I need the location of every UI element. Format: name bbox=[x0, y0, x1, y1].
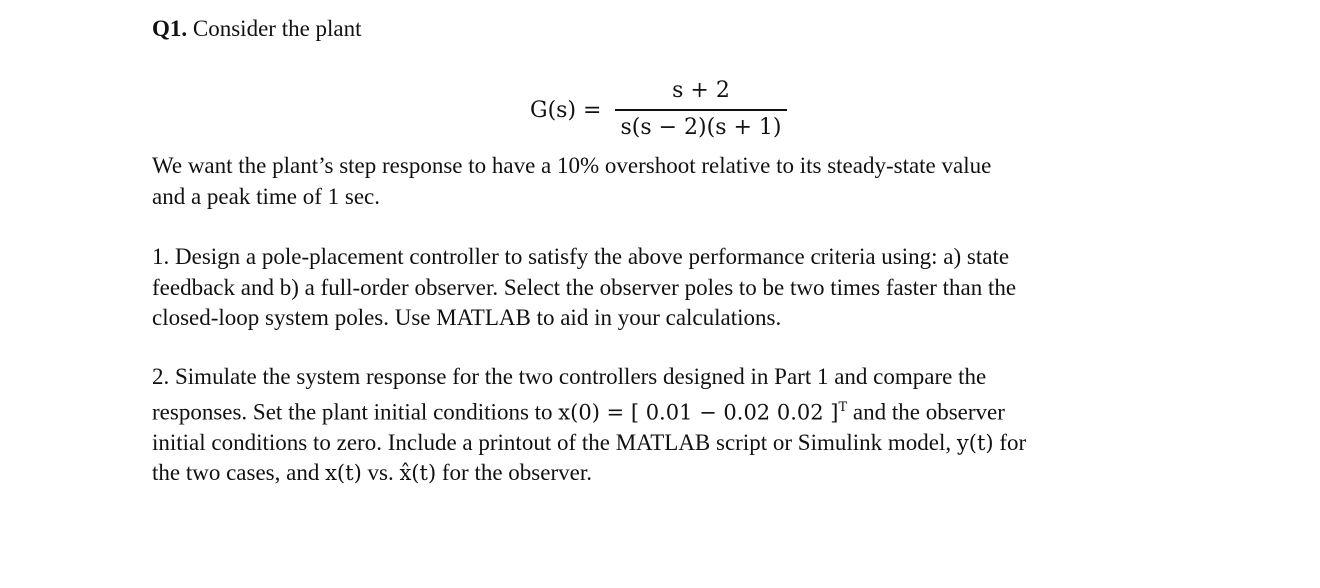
part-1-line-3: closed-loop system poles. Use MATLAB to aid in your calculations. bbox=[152, 305, 782, 330]
transpose-superscript: T bbox=[838, 399, 848, 415]
question-label: Q1. bbox=[152, 16, 188, 41]
part-1-line-2: feedback and b) a full-order observer. Select the observer poles to be two times faster than the bbox=[152, 274, 1017, 300]
part-2-line-2-text-a: responses. Set the plant initial conditions to bbox=[152, 399, 559, 425]
part-2-line-3 bbox=[152, 428, 1026, 459]
state-x-of-t: x(t) bbox=[325, 461, 362, 486]
part-1-paragraph bbox=[152, 242, 1016, 334]
equation-numerator: s + 2 bbox=[672, 78, 730, 103]
part-1-line-1: 1. Design a pole-placement controller to satisfy the above performance criteria using: a) state bbox=[152, 244, 1010, 269]
part-2-paragraph bbox=[152, 362, 1026, 489]
intro-paragraph bbox=[152, 151, 991, 212]
part-2-line-3-text-a: initial conditions to zero. Include a printout of the MATLAB script or Simulink model, bbox=[152, 429, 957, 455]
fraction-bar bbox=[615, 109, 787, 111]
equation-denominator: s(s − 2)(s + 1) bbox=[620, 114, 782, 140]
initial-condition-vector: x(0) = [ 0.01 − 0.02 0.02 ] bbox=[558, 400, 839, 425]
equation-lhs: G(s) = bbox=[530, 98, 602, 123]
output-y-of-t: y(t) bbox=[956, 430, 994, 455]
document-page bbox=[152, 14, 1182, 486]
intro-line-1: We want the plant’s step response to have a 10% overshoot relative to its steady-state value bbox=[152, 153, 992, 178]
estimated-state-x-hat-of-t: x̂(t) bbox=[399, 461, 437, 486]
part-2-line-4 bbox=[152, 458, 1026, 489]
part-2-line-1: 2. Simulate the system response for the two controllers designed in Part 1 and compare the bbox=[152, 364, 987, 389]
question-heading-text: Consider the plant bbox=[187, 16, 362, 41]
part-2-line-4-text-a: the two cases, and bbox=[152, 460, 326, 486]
question-heading bbox=[152, 14, 1182, 44]
equation-fraction bbox=[615, 76, 787, 143]
part-2-line-4-text-b: for the observer. bbox=[436, 460, 592, 486]
part-2-line-3-text-b: for bbox=[993, 429, 1027, 455]
part-2-line-2 bbox=[152, 393, 1026, 428]
intro-line-2: and a peak time of 1 sec. bbox=[152, 183, 380, 209]
part-2-line-2-text-b: and the observer bbox=[847, 399, 1005, 425]
part-2-line-4-vs: vs. bbox=[361, 460, 400, 486]
